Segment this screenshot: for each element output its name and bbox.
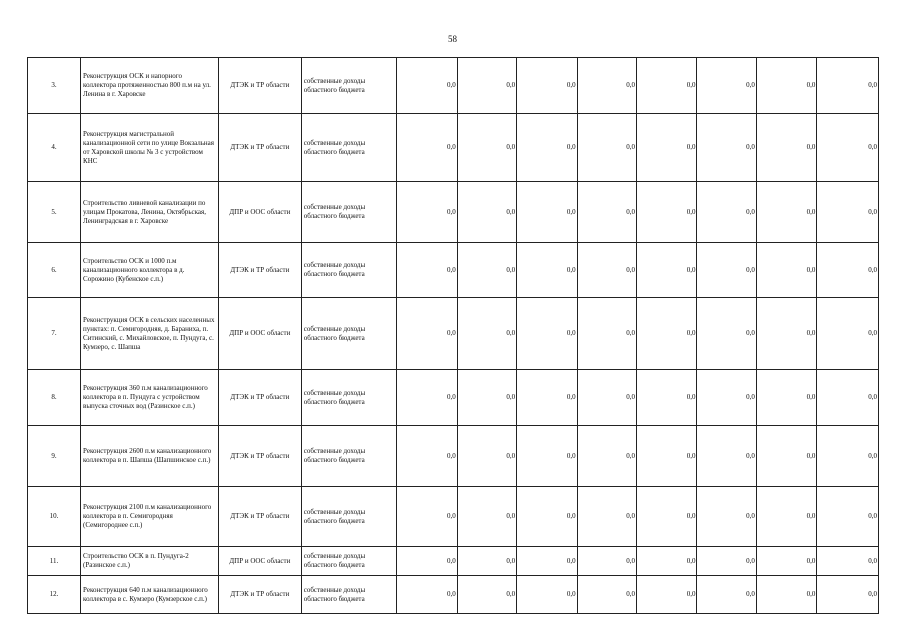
value-cell: 0,0: [577, 487, 636, 547]
page-number: 58: [448, 34, 457, 44]
value-cell: 0,0: [636, 243, 696, 298]
responsible-department-cell: ДПР и ООС области: [218, 547, 301, 576]
value-cell: 0,0: [697, 114, 756, 182]
value-cell: 0,0: [577, 547, 636, 576]
row-number-cell: 6.: [28, 243, 81, 298]
value-cell: 0,0: [636, 487, 696, 547]
funding-source-cell: собственные доходы областного бюджета: [301, 58, 396, 114]
value-cell: 0,0: [817, 58, 879, 114]
value-cell: 0,0: [457, 547, 516, 576]
value-cell: 0,0: [457, 487, 516, 547]
value-cell: 0,0: [756, 298, 816, 370]
project-description-cell: Реконструкция 640 п.м канализационного коллектора в с. Кумзеро (Кумзерское с.п.): [81, 576, 219, 614]
value-cell: 0,0: [756, 114, 816, 182]
value-cell: 0,0: [636, 182, 696, 243]
table-row: [28, 114, 879, 182]
project-description-cell: Реконструкция ОСК и напорного коллектора протяженностью 800 п.м на ул. Ленина в г. Харовске: [81, 58, 219, 114]
value-cell: 0,0: [817, 243, 879, 298]
value-cell: 0,0: [397, 547, 457, 576]
funding-source-cell: собственные доходы областного бюджета: [301, 298, 396, 370]
value-cell: 0,0: [756, 487, 816, 547]
value-cell: 0,0: [517, 487, 577, 547]
value-cell: 0,0: [577, 243, 636, 298]
value-cell: 0,0: [636, 547, 696, 576]
value-cell: 0,0: [697, 426, 756, 487]
value-cell: 0,0: [457, 114, 516, 182]
row-number-cell: 4.: [28, 114, 81, 182]
value-cell: 0,0: [577, 58, 636, 114]
value-cell: 0,0: [577, 182, 636, 243]
table-row: [28, 58, 879, 114]
responsible-department-cell: ДТЭК и ТР области: [218, 370, 301, 426]
project-description-cell: Реконструкция ОСК в сельских населенных пунктах: п. Семигородняя, д. Бараниха, п. Ситинский, с. Михайловское, п. Пундуга, с. Кумзеро, с. Шапша: [81, 298, 219, 370]
funding-source-cell: собственные доходы областного бюджета: [301, 426, 396, 487]
value-cell: 0,0: [577, 426, 636, 487]
value-cell: 0,0: [577, 576, 636, 614]
value-cell: 0,0: [756, 58, 816, 114]
project-description-cell: Строительство ливневой канализации по улицам Прокатова, Ленина, Октябрьская, Ленинградская в г. Харовске: [81, 182, 219, 243]
responsible-department-cell: ДТЭК и ТР области: [218, 58, 301, 114]
value-cell: 0,0: [517, 370, 577, 426]
funding-source-cell: собственные доходы областного бюджета: [301, 547, 396, 576]
row-number-cell: 9.: [28, 426, 81, 487]
value-cell: 0,0: [636, 370, 696, 426]
value-cell: 0,0: [397, 426, 457, 487]
value-cell: 0,0: [397, 114, 457, 182]
table-row: [28, 182, 879, 243]
project-description-cell: Строительство ОСК в п. Пундуга-2 (Разинское с.п.): [81, 547, 219, 576]
value-cell: 0,0: [636, 114, 696, 182]
value-cell: 0,0: [817, 114, 879, 182]
value-cell: 0,0: [397, 298, 457, 370]
table-row: [28, 243, 879, 298]
funding-source-cell: собственные доходы областного бюджета: [301, 243, 396, 298]
funding-source-cell: собственные доходы областного бюджета: [301, 576, 396, 614]
responsible-department-cell: ДТЭК и ТР области: [218, 576, 301, 614]
value-cell: 0,0: [756, 370, 816, 426]
project-description-cell: Реконструкция 360 п.м канализационного коллектора в п. Пундуга с устройством выпуска сточных вод (Разинское с.п.): [81, 370, 219, 426]
value-cell: 0,0: [636, 426, 696, 487]
responsible-department-cell: ДТЭК и ТР области: [218, 243, 301, 298]
row-number-cell: 8.: [28, 370, 81, 426]
value-cell: 0,0: [756, 576, 816, 614]
value-cell: 0,0: [577, 298, 636, 370]
value-cell: 0,0: [457, 370, 516, 426]
value-cell: 0,0: [817, 487, 879, 547]
value-cell: 0,0: [457, 298, 516, 370]
table-row: [28, 370, 879, 426]
responsible-department-cell: ДТЭК и ТР области: [218, 426, 301, 487]
value-cell: 0,0: [397, 576, 457, 614]
value-cell: 0,0: [636, 298, 696, 370]
responsible-department-cell: ДПР и ООС области: [218, 182, 301, 243]
value-cell: 0,0: [457, 243, 516, 298]
row-number-cell: 5.: [28, 182, 81, 243]
value-cell: 0,0: [397, 58, 457, 114]
value-cell: 0,0: [517, 298, 577, 370]
table-body: [28, 58, 879, 614]
responsible-department-cell: ДТЭК и ТР области: [218, 487, 301, 547]
value-cell: 0,0: [817, 370, 879, 426]
funding-source-cell: собственные доходы областного бюджета: [301, 114, 396, 182]
table-row: [28, 576, 879, 614]
value-cell: 0,0: [817, 182, 879, 243]
table-row: [28, 426, 879, 487]
value-cell: 0,0: [397, 243, 457, 298]
value-cell: 0,0: [697, 576, 756, 614]
row-number-cell: 12.: [28, 576, 81, 614]
project-description-cell: Реконструкция 2600 п.м канализационного коллектора в п. Шапша (Шапшинское с.п.): [81, 426, 219, 487]
value-cell: 0,0: [517, 243, 577, 298]
table-row: [28, 547, 879, 576]
row-number-cell: 7.: [28, 298, 81, 370]
value-cell: 0,0: [457, 182, 516, 243]
value-cell: 0,0: [697, 298, 756, 370]
table-row: [28, 487, 879, 547]
project-description-cell: Реконструкция магистральной канализационной сети по улице Вокзальная от Харовской школы № 3 с устройством КНС: [81, 114, 219, 182]
value-cell: 0,0: [817, 298, 879, 370]
value-cell: 0,0: [457, 576, 516, 614]
value-cell: 0,0: [457, 58, 516, 114]
value-cell: 0,0: [697, 243, 756, 298]
value-cell: 0,0: [697, 547, 756, 576]
value-cell: 0,0: [636, 576, 696, 614]
responsible-department-cell: ДПР и ООС области: [218, 298, 301, 370]
responsible-department-cell: ДТЭК и ТР области: [218, 114, 301, 182]
value-cell: 0,0: [756, 426, 816, 487]
value-cell: 0,0: [517, 547, 577, 576]
value-cell: 0,0: [577, 114, 636, 182]
project-description-cell: Реконструкция 2100 п.м канализационного коллектора в п. Семигородняя (Семигороднее с.п.): [81, 487, 219, 547]
funding-source-cell: собственные доходы областного бюджета: [301, 487, 396, 547]
value-cell: 0,0: [517, 58, 577, 114]
value-cell: 0,0: [636, 58, 696, 114]
row-number-cell: 11.: [28, 547, 81, 576]
row-number-cell: 3.: [28, 58, 81, 114]
value-cell: 0,0: [697, 487, 756, 547]
table-row: [28, 298, 879, 370]
value-cell: 0,0: [517, 426, 577, 487]
row-number-cell: 10.: [28, 487, 81, 547]
value-cell: 0,0: [517, 182, 577, 243]
value-cell: 0,0: [397, 182, 457, 243]
value-cell: 0,0: [817, 547, 879, 576]
value-cell: 0,0: [756, 243, 816, 298]
value-cell: 0,0: [397, 370, 457, 426]
value-cell: 0,0: [756, 182, 816, 243]
value-cell: 0,0: [577, 370, 636, 426]
value-cell: 0,0: [457, 426, 516, 487]
project-description-cell: Строительство ОСК и 1000 п.м канализационного коллектора в д. Сорожино (Кубенское с.п.): [81, 243, 219, 298]
value-cell: 0,0: [397, 487, 457, 547]
value-cell: 0,0: [517, 114, 577, 182]
value-cell: 0,0: [697, 370, 756, 426]
value-cell: 0,0: [697, 58, 756, 114]
value-cell: 0,0: [817, 576, 879, 614]
funding-source-cell: собственные доходы областного бюджета: [301, 370, 396, 426]
budget-table: [27, 57, 879, 614]
funding-source-cell: собственные доходы областного бюджета: [301, 182, 396, 243]
value-cell: 0,0: [517, 576, 577, 614]
value-cell: 0,0: [697, 182, 756, 243]
value-cell: 0,0: [817, 426, 879, 487]
value-cell: 0,0: [756, 547, 816, 576]
